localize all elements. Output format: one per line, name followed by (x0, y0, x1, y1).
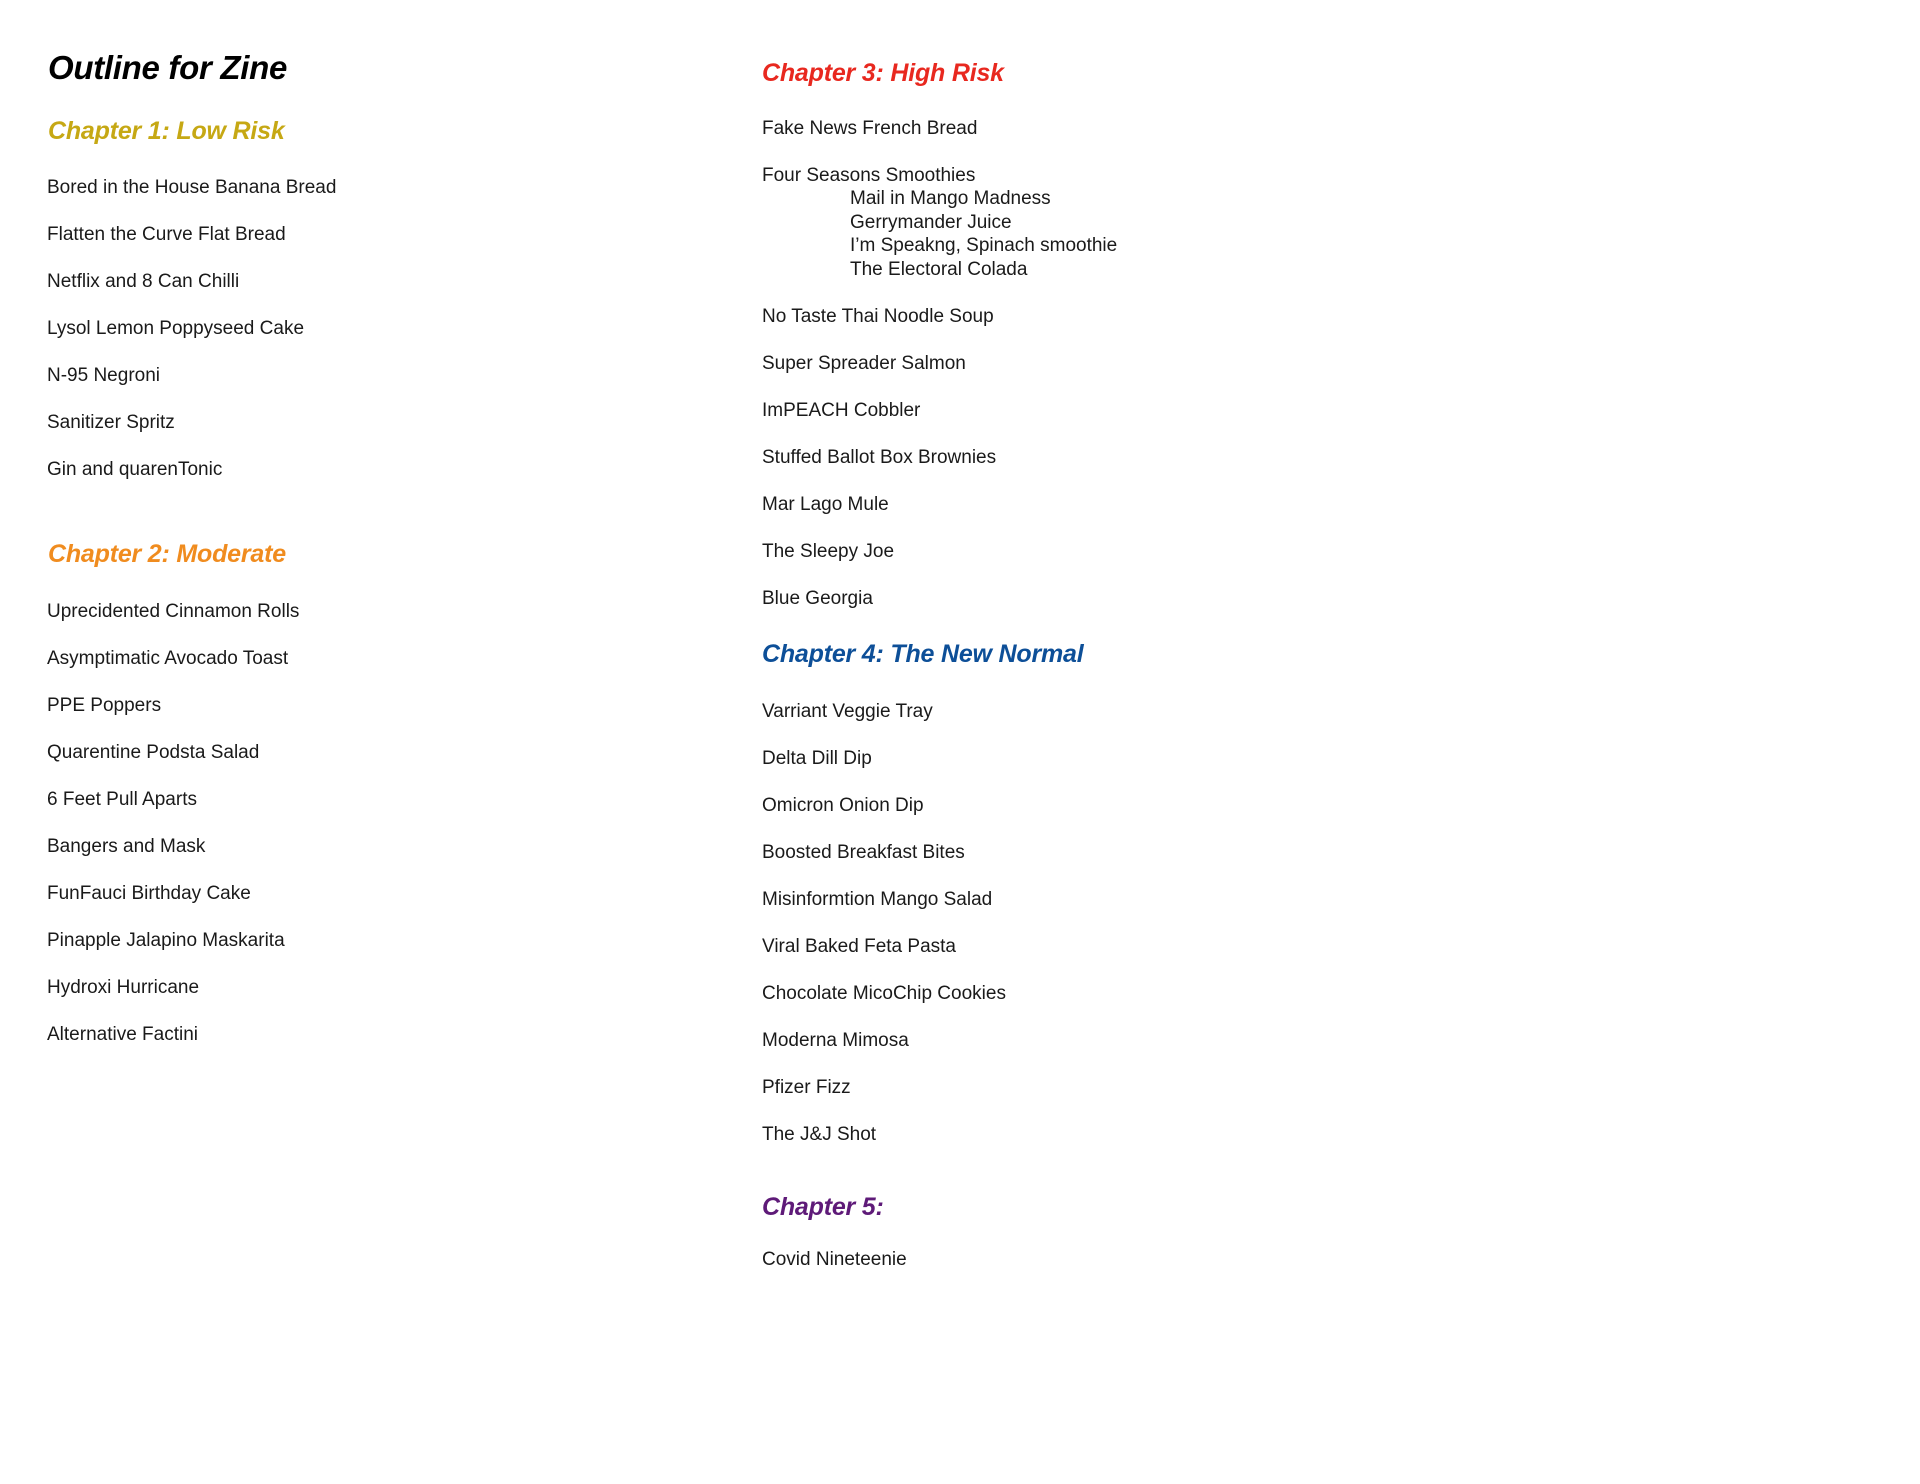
list-item: Bangers and Mask (47, 836, 206, 857)
list-item: Quarentine Podsta Salad (47, 742, 260, 763)
list-item: Viral Baked Feta Pasta (762, 936, 956, 957)
chapter-2-list (47, 600, 299, 1070)
sub-list-item: Mail in Mango Madness (850, 188, 1051, 209)
list-item: Flatten the Curve Flat Bread (47, 224, 286, 245)
chapter-3-list (762, 117, 1117, 634)
list-item: N-95 Negroni (47, 365, 160, 386)
list-item: The Sleepy Joe (762, 541, 895, 562)
list-item: Mar Lago Mule (762, 494, 889, 515)
sub-list (762, 187, 1117, 281)
list-item: FunFauci Birthday Cake (47, 883, 251, 904)
list-item: Asymptimatic Avocado Toast (47, 648, 289, 669)
chapter-4-list (762, 700, 1006, 1170)
list-item: Stuffed Ballot Box Brownies (762, 447, 997, 468)
chapter-5-heading: Chapter 5: (762, 1193, 884, 1221)
chapter-5-list (762, 1248, 907, 1295)
chapter-4-heading: Chapter 4: The New Normal (762, 640, 1084, 668)
sub-list-item: I’m Speakng, Spinach smoothie (850, 235, 1118, 256)
sub-list-item: Gerrymander Juice (850, 211, 1012, 233)
list-item: Omicron Onion Dip (762, 795, 924, 816)
chapter-1-heading: Chapter 1: Low Risk (48, 117, 285, 145)
list-item: Misinformtion Mango Salad (762, 889, 993, 910)
list-item: Boosted Breakfast Bites (762, 842, 965, 863)
list-item: ImPEACH Cobbler (762, 400, 921, 421)
list-item: Uprecidented Cinnamon Rolls (47, 601, 300, 622)
list-item: Varriant Veggie Tray (762, 701, 933, 722)
list-item: Covid Nineteenie (762, 1249, 907, 1270)
list-item: Blue Georgia (762, 588, 873, 609)
list-item: Chocolate MicoChip Cookies (762, 983, 1006, 1004)
list-item: The J&J Shot (762, 1124, 877, 1145)
list-item: Bored in the House Banana Bread (47, 177, 337, 198)
list-item: Fake News French Bread (762, 118, 978, 139)
list-item: PPE Poppers (47, 695, 162, 716)
list-item: Hydroxi Hurricane (47, 977, 200, 998)
list-item: Super Spreader Salmon (762, 353, 966, 374)
list-item: 6 Feet Pull Aparts (47, 789, 197, 810)
chapter-1-list (47, 176, 336, 505)
chapter-3-heading: Chapter 3: High Risk (762, 59, 1004, 87)
document-title: Outline for Zine (48, 49, 288, 86)
list-item: No Taste Thai Noodle Soup (762, 306, 994, 327)
list-item: Netflix and 8 Can Chilli (47, 271, 240, 292)
list-item-with-subitems (762, 164, 1117, 281)
list-item: Pfizer Fizz (762, 1077, 851, 1098)
list-item: Moderna Mimosa (762, 1030, 909, 1051)
list-item: Delta Dill Dip (762, 748, 872, 769)
list-item: Alternative Factini (47, 1024, 199, 1045)
list-item: Lysol Lemon Poppyseed Cake (47, 318, 305, 339)
list-item-label: Four Seasons Smoothies (762, 165, 976, 186)
chapter-2-heading: Chapter 2: Moderate (48, 540, 286, 568)
list-item: Gin and quarenTonic (47, 459, 223, 480)
list-item: Pinapple Jalapino Maskarita (47, 930, 285, 951)
list-item: Sanitizer Spritz (47, 412, 175, 433)
sub-list-item: The Electoral Colada (850, 258, 1028, 280)
